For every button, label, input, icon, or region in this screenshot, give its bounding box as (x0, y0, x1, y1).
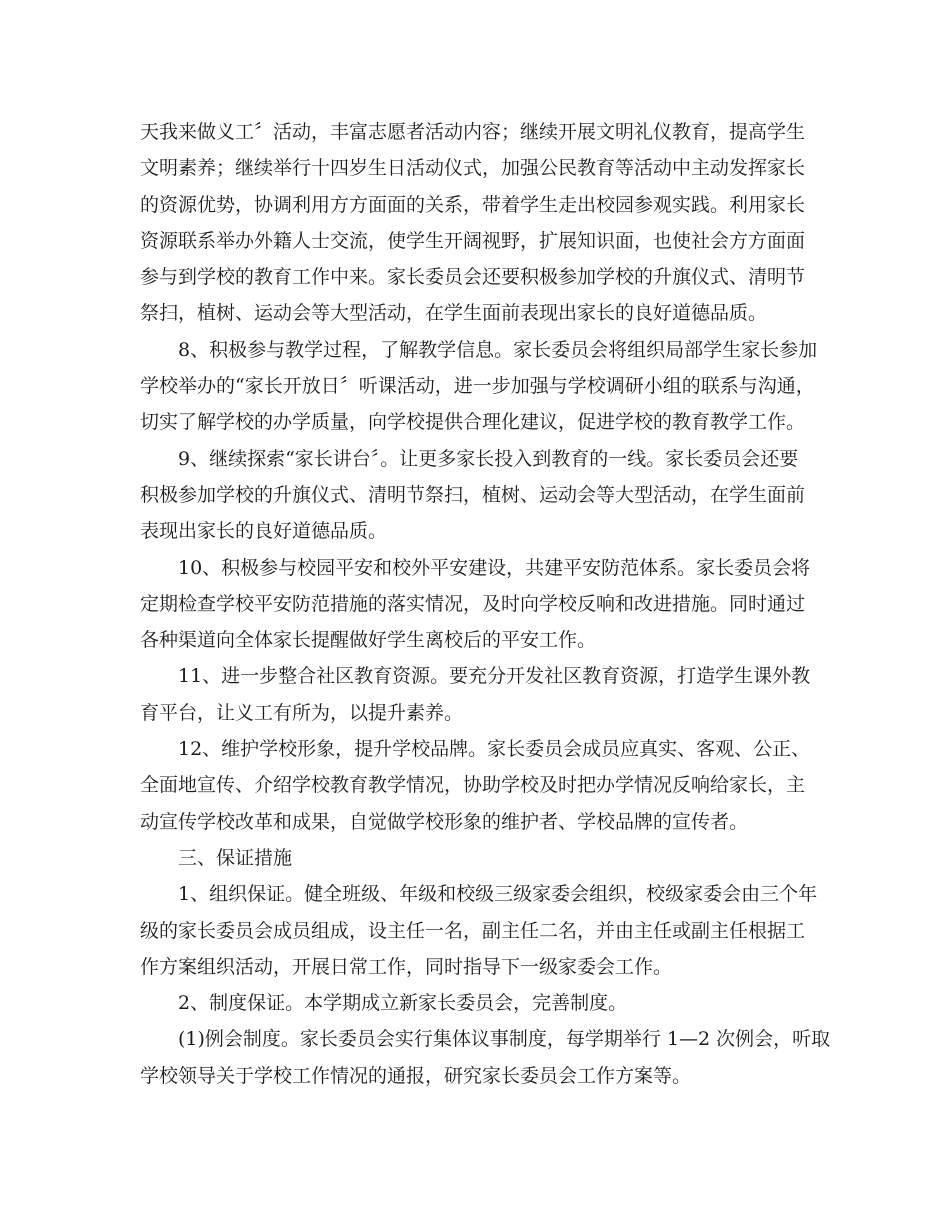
text-line: 的资源优势，协调利用方方面面的关系，带着学生走出校园参观实践。利用家长 (140, 193, 806, 216)
text-line: 切实了解学校的办学质量，向学校提供合理化建议，促进学校的教育教学工作。 (140, 411, 806, 434)
text-line: 定期检查学校平安防范措施的落实情况，及时向学校反响和改进措施。同时通过 (140, 592, 806, 615)
text-line: 1、组织保证。健全班级、年级和校级三级家委会组织，校级家委会由三个年 (178, 883, 818, 906)
text-line: 12、维护学校形象，提升学校品牌。家长委员会成员应真实、客观、公正、 (178, 738, 811, 761)
text-line: 三、保证措施 (178, 846, 293, 869)
text-line: 表现出家长的良好道德品质。 (140, 520, 388, 543)
text-line: 10、积极参与校园平安和校外平安建设，共建平安防范体系。家长委员会将 (178, 556, 811, 579)
text-line: 级的家长委员会成员组成，设主任一名，副主任二名，并由主任或副主任根据工 (140, 919, 806, 942)
text-line: 动宣传学校改革和成果，自觉做学校形象的维护者、学校品牌的宣传者。 (140, 810, 749, 833)
document-body (140, 114, 831, 1094)
text-line: 各种渠道向全体家长提醒做好学生离校后的平安工作。 (140, 629, 597, 652)
text-line: 11、进一步整合社区教育资源。要充分开发社区教育资源，打造学生课外教 (178, 665, 811, 688)
text-line: 天我来做义工〞活动，丰富志愿者活动内容；继续开展文明礼仪教育，提高学生 (140, 121, 806, 143)
text-line: 作方案组织活动，开展日常工作，同时指导下一级家委会工作。 (140, 955, 673, 978)
text-line: (1)例会制度。家长委员会实行集体议事制度，每学期举行 1—2 次例会，听取 (178, 1028, 831, 1051)
text-line: 文明素养；继续举行十四岁生日活动仪式，加强公民教育等活动中主动发挥家长 (140, 157, 806, 180)
text-line: 全面地宣传、介绍学校教育教学情况，协助学校及时把办学情况反响给家长，主 (140, 774, 806, 797)
text-line: 2、制度保证。本学期成立新家长委员会，完善制度。 (178, 992, 628, 1015)
text-line: 学校举办的“家长开放日〞听课活动，进一步加强与学校调研小组的联系与沟通， (140, 375, 815, 398)
text-line: 积极参加学校的升旗仪式、清明节祭扫，植树、运动会等大型活动，在学生面前 (140, 483, 806, 506)
text-line: 参与到学校的教育工作中来。家长委员会还要积极参加学校的升旗仪式、清明节 (140, 266, 806, 289)
text-line: 学校领导关于学校工作情况的通报，研究家长委员会工作方案等。 (140, 1064, 692, 1087)
text-line: 9、继续探索“家长讲台〞。让更多家长投入到教育的一线。家长委员会还要 (178, 447, 799, 470)
text-line: 资源联系举办外籍人士交流，使学生开阔视野，扩展知识面，也使社会方方面面 (140, 229, 806, 252)
text-line: 8、积极参与教学过程，了解教学信息。家长委员会将组织局部学生家长参加 (178, 338, 818, 361)
text-line: 育平台，让义工有所为，以提升素养。 (140, 701, 464, 724)
text-line: 祭扫，植树、运动会等大型活动，在学生面前表现出家长的良好道德品质。 (140, 302, 768, 325)
